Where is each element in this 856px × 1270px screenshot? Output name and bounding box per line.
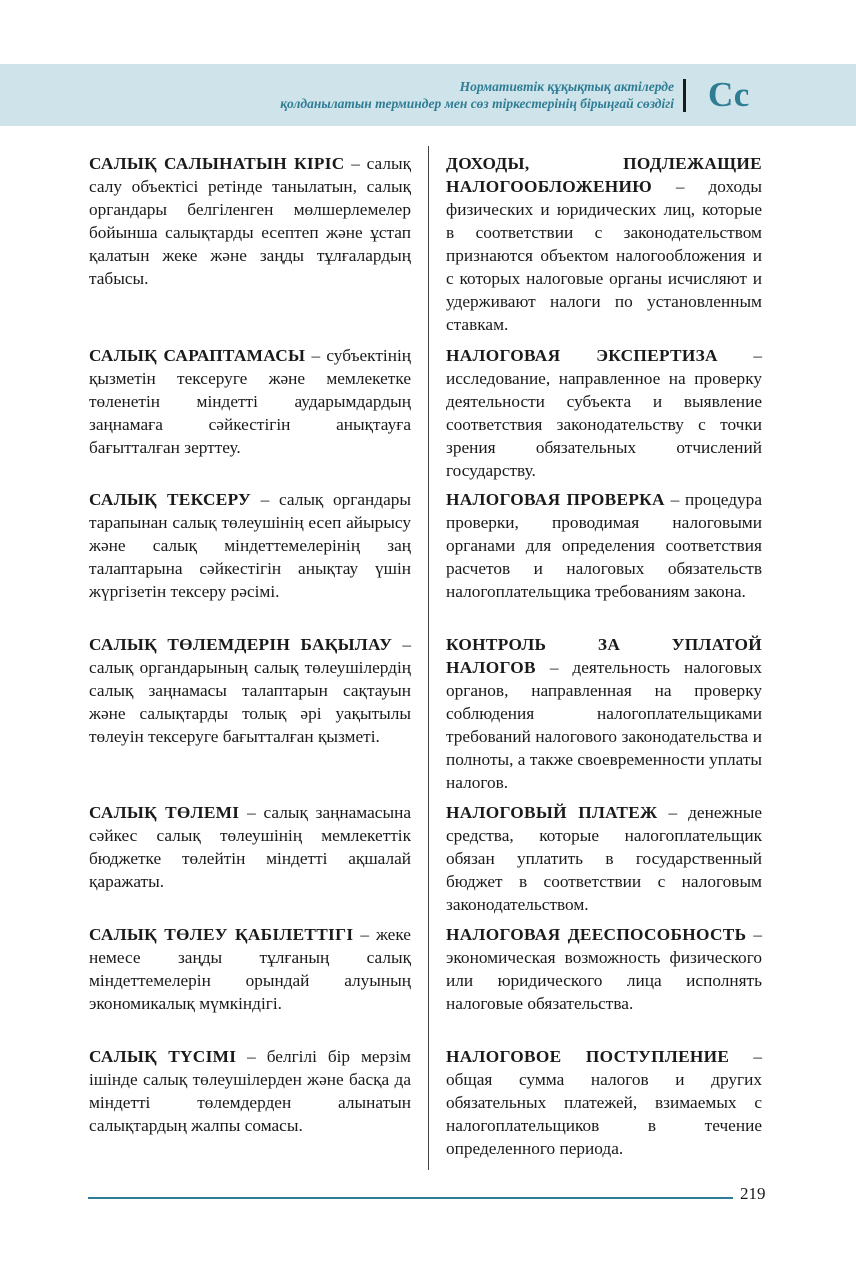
entry-definition: – жеке немесе заңды тұлғаның салық міндеттемелерін орындай алуының экономикалық мүмкіндігі. [89,925,411,1013]
entry-kz [89,488,411,603]
entry-definition: – общая сумма налогов и других обязательных платежей, взимаемых с налогоплательщиков в течение определенного периода. [446,1047,762,1158]
entry-kz [89,344,411,459]
entry-ru [446,633,762,794]
entry-kz [89,923,411,1015]
entry-term: САЛЫҚ ТЕКСЕРУ [89,490,252,509]
entry-definition: – субъектінің қызметін тексеруге және мемлекетке төленетін міндетті аударымдардың заңнамаға сәйкестігін анықтауға бағытталған зерттеу. [89,346,411,457]
entry-definition: – экономическая возможность физического или юридического лица исполнять налоговые обязательства. [446,925,762,1013]
header-divider [683,79,686,112]
entry-ru [446,344,762,482]
entry-term: НАЛОГОВАЯ ПРОВЕРКА [446,490,665,509]
footer-rule [88,1197,733,1199]
entry-term: ДОХОДЫ, ПОДЛЕЖАЩИЕ НАЛОГООБЛОЖЕНИЮ [446,154,762,196]
entry-term: НАЛОГОВАЯ ДЕЕСПОСОБНОСТЬ [446,925,747,944]
entry-definition: – салық органдары тарапынан салық төлеушінің есеп айырысу және салық міндеттемелерінің заң талаптарына сәйкестігін анықтау үшін жүргізетін тексеру рәсімі. [89,490,411,601]
entry-definition: – исследование, направленное на проверку деятельности субъекта и выявление соответствия законодательству с точки зрения обязательных отчислений государству. [446,346,762,480]
entry-term: САЛЫҚ САРАПТАМАСЫ [89,346,306,365]
entry-definition: – салық органдарының салық төлеушілердің салық заңнамасы талаптарын сақтауын және салықтарды толық әрі уақытылы төлеуін тексеруге бағытталған қызметі. [89,635,411,746]
entry-definition: – доходы физических и юридических лиц, которые в соответствии с законодательством признаются объектом налогообложения и с которых налоговые органы исчисляют и удерживают налоги по установленным ставкам. [446,177,762,334]
entry-ru [446,923,762,1015]
entry-definition: – деятельность налоговых органов, направленная на проверку соблюдения налогоплательщиками требований налогового законодательства и полноты, а также своевременности уплаты налогов. [446,658,762,792]
dictionary-title [114,78,674,112]
page-number: 219 [740,1184,766,1203]
entry-term: САЛЫҚ ТӨЛЕМІ [89,803,240,822]
entry-term: НАЛОГОВЫЙ ПЛАТЕЖ [446,803,658,822]
entry-definition: – белгілі бір мерзім ішінде салық төлеушілерден және басқа да міндетті төлемдерден алынатын салықтардың жалпы сомасы. [89,1047,411,1135]
entry-term: НАЛОГОВАЯ ЭКСПЕРТИЗА [446,346,718,365]
entry-definition: – денежные средства, которые налогоплательщик обязан уплатить в государственный бюджет в соответствии с налоговым законодательством. [446,803,762,914]
entry-definition: – салық заңнамасына сәйкес салық төлеушінің мемлекеттік бюджетке төлейтін міндетті ақшалай қаражаты. [89,803,411,891]
entry-term: САЛЫҚ ТӨЛЕУ ҚАБІЛЕТТІГІ [89,925,354,944]
entry-ru [446,801,762,916]
section-letter: Сс [708,75,750,114]
entry-kz [89,1045,411,1137]
entry-ru [446,1045,762,1160]
entry-definition: – процедура проверки, проводимая налоговыми органами для определения соответствия расчетов и налоговых обязательств налогоплательщика требованиям закона. [446,490,762,601]
entry-term: КОНТРОЛЬ ЗА УПЛАТОЙ НАЛОГОВ [446,635,762,677]
entry-ru [446,488,762,603]
entry-kz [89,801,411,893]
entry-term: САЛЫҚ САЛЫНАТЫН КІРІС [89,154,345,173]
entry-term: НАЛОГОВОЕ ПОСТУПЛЕНИЕ [446,1047,730,1066]
entry-definition: – салық салу объектісі ретінде танылатын, салық органдары белгіленген мөлшерлемелер бойынша салықтарды есептеп және ұстап қалатын жеке және заңды тұлғалардың табысы. [89,154,411,288]
entry-term: САЛЫҚ ТӨЛЕМДЕРІН БАҚЫЛАУ [89,635,393,654]
entry-kz [89,152,411,290]
column-divider [428,146,429,1170]
dictionary-title-line2: қолданылатын терминдер мен сөз тіркестерінің бірыңғай сөздігі [280,96,674,111]
entry-kz [89,633,411,748]
entry-term: САЛЫҚ ТҮСІМІ [89,1047,237,1066]
dictionary-title-line1: Нормативтік құқықтық актілерде [459,79,674,94]
entry-ru [446,152,762,336]
